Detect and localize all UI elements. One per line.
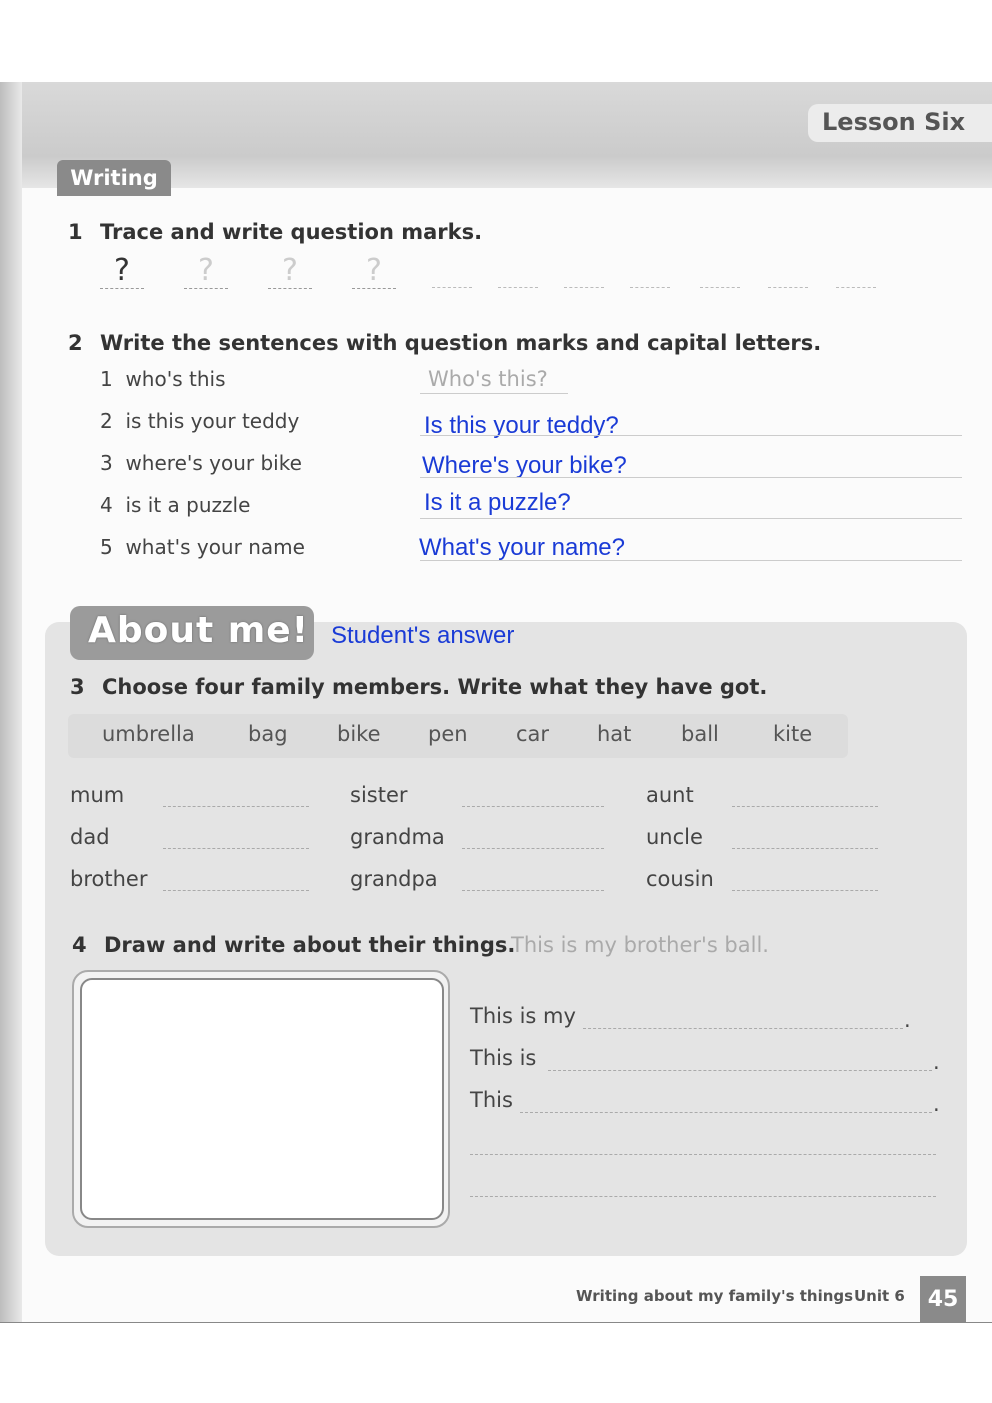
page-spine [0, 82, 22, 1322]
answer-line[interactable] [420, 518, 962, 519]
word-bank-item: bike [337, 722, 381, 746]
family-answer-line[interactable] [462, 890, 604, 891]
write-box[interactable] [498, 287, 538, 288]
write-box[interactable] [768, 287, 808, 288]
family-member: aunt [646, 783, 694, 807]
family-answer-line[interactable] [732, 806, 878, 807]
about-me-title: About me! [88, 610, 310, 651]
word-bank-item: hat [597, 722, 632, 746]
sentence-starter: This is [470, 1046, 537, 1070]
sentence-starter: This [470, 1088, 513, 1112]
family-member: sister [350, 783, 408, 807]
question-instruction: Choose four family members. Write what they have got. [102, 675, 768, 699]
write-box[interactable] [564, 287, 604, 288]
footer-unit: Unit 6 [854, 1287, 905, 1305]
family-answer-line[interactable] [163, 890, 309, 891]
handwritten-answer[interactable]: Where's your bike? [422, 452, 627, 479]
example-answer: Who's this? [428, 367, 548, 391]
word-bank-item: bag [248, 722, 288, 746]
example-sentence: This is my brother's ball. [511, 933, 769, 957]
handwritten-answer[interactable]: What's your name? [419, 534, 626, 561]
answer-line[interactable] [420, 435, 962, 436]
answer-line[interactable] [420, 560, 962, 561]
question-number: 2 [68, 331, 83, 355]
family-answer-line[interactable] [163, 848, 309, 849]
sentence-prompt: 4 is it a puzzle [100, 493, 251, 517]
trace-box[interactable]: ? [184, 252, 228, 289]
sentence-prompt: 1 who's this [100, 367, 226, 391]
writing-line[interactable] [548, 1070, 932, 1071]
family-answer-line[interactable] [462, 848, 604, 849]
word-bank-item: umbrella [102, 722, 195, 746]
writing-line[interactable] [520, 1112, 932, 1113]
period-mark: . [933, 1050, 940, 1074]
trace-box[interactable]: ? [100, 252, 144, 289]
sentence-prompt: 3 where's your bike [100, 451, 302, 475]
family-member: grandma [350, 825, 445, 849]
word-bank-item: ball [681, 722, 719, 746]
drawing-area[interactable] [80, 978, 444, 1220]
question-number: 1 [68, 220, 83, 244]
family-member: brother [70, 867, 148, 891]
page-bottom-edge [0, 1322, 992, 1323]
sentence-prompt: 5 what's your name [100, 535, 305, 559]
word-bank-item: car [516, 722, 550, 746]
trace-box[interactable]: ? [268, 252, 312, 289]
family-member: dad [70, 825, 110, 849]
page-number: 45 [920, 1276, 966, 1322]
family-answer-line[interactable] [732, 848, 878, 849]
write-box[interactable] [836, 287, 876, 288]
word-bank-item: kite [773, 722, 813, 746]
section-tag-writing: Writing [57, 160, 171, 196]
family-member: uncle [646, 825, 703, 849]
family-member: cousin [646, 867, 714, 891]
sentence-prompt: 2 is this your teddy [100, 409, 300, 433]
footer-caption: Writing about my family's things [576, 1287, 854, 1305]
writing-line[interactable] [470, 1196, 936, 1197]
family-answer-line[interactable] [163, 806, 309, 807]
answer-line[interactable] [420, 393, 568, 394]
period-mark: . [933, 1092, 940, 1116]
write-box[interactable] [700, 287, 740, 288]
write-box[interactable] [432, 287, 472, 288]
student-answer-note: Student's answer [331, 622, 515, 649]
sentence-starter: This is my [470, 1004, 576, 1028]
trace-box[interactable]: ? [352, 252, 396, 289]
question-instruction: Write the sentences with question marks and capital letters. [100, 331, 822, 355]
question-instruction: Draw and write about their things. [104, 933, 516, 957]
period-mark: . [904, 1008, 911, 1032]
handwritten-answer[interactable]: Is it a puzzle? [424, 489, 571, 516]
question-instruction: Trace and write question marks. [100, 220, 483, 244]
family-member: grandpa [350, 867, 438, 891]
word-bank-item: pen [428, 722, 468, 746]
write-box[interactable] [630, 287, 670, 288]
family-member: mum [70, 783, 125, 807]
writing-line[interactable] [583, 1028, 903, 1029]
question-number: 3 [70, 675, 85, 699]
question-number: 4 [72, 933, 87, 957]
family-answer-line[interactable] [732, 890, 878, 891]
lesson-title: Lesson Six [822, 108, 966, 136]
answer-line[interactable] [420, 477, 962, 478]
writing-line[interactable] [470, 1154, 936, 1155]
family-answer-line[interactable] [462, 806, 604, 807]
handwritten-answer[interactable]: Is this your teddy? [424, 412, 619, 439]
